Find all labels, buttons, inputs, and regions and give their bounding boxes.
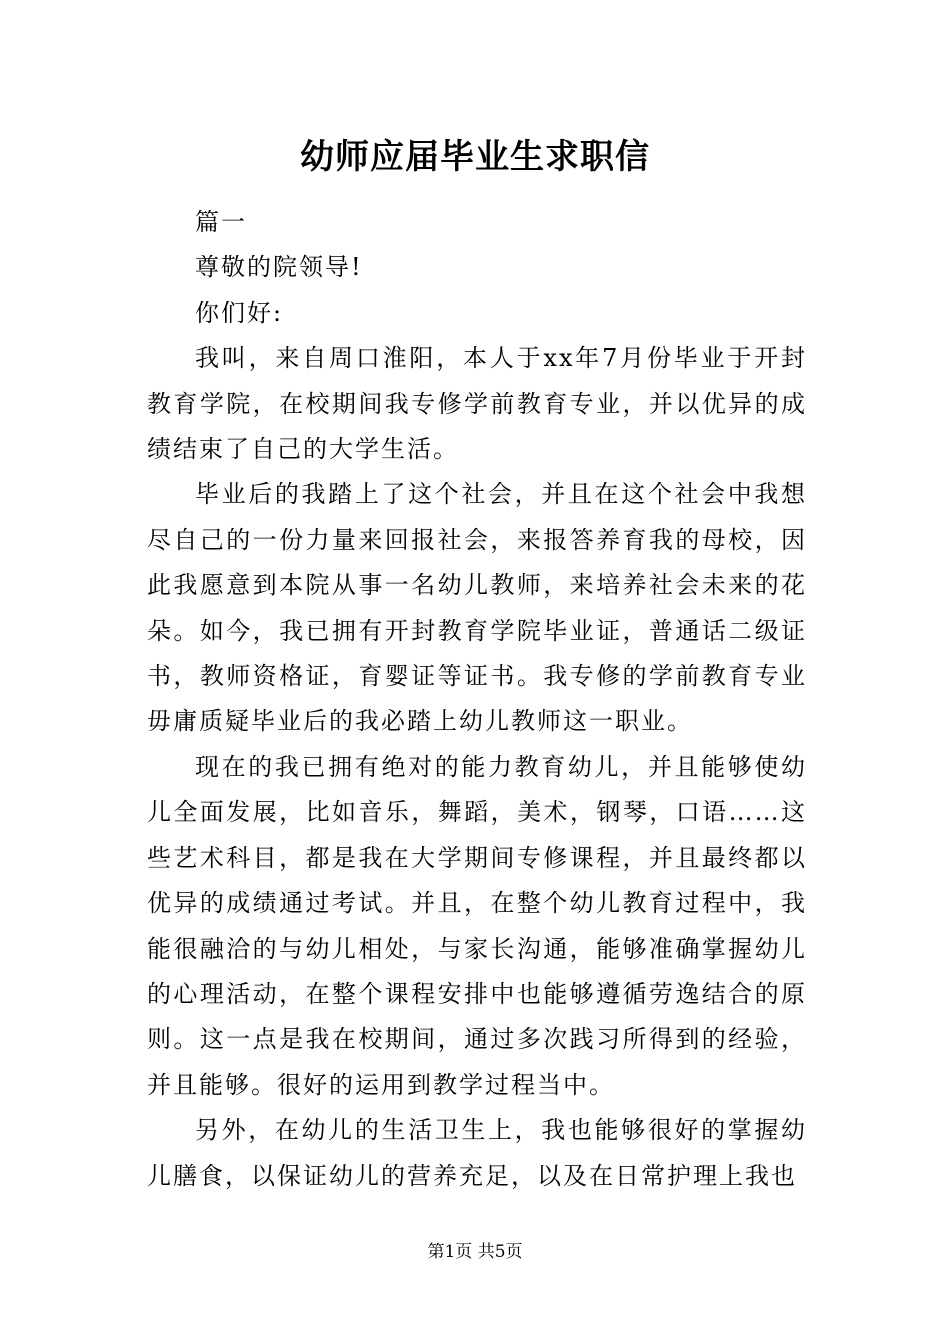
body-paragraph: 另外，在幼儿的生活卫生上，我也能够很好的掌握幼儿膳食，以保证幼儿的营养充足，以及在日常护理上我也 bbox=[147, 1116, 807, 1190]
document-title: 幼师应届毕业生求职信 bbox=[300, 137, 650, 177]
section-heading: 篇一 bbox=[195, 208, 247, 236]
body-paragraph: 现在的我已拥有绝对的能力教育幼儿，并且能够使幼儿全面发展，比如音乐，舞蹈，美术，钢琴，口语……这些艺术科目，都是我在大学期间专修课程，并且最终都以优异的成绩通过考试。并且，在整个幼儿教育过程中，我能很融洽的与幼儿相处，与家长沟通，能够准确掌握幼儿的心理活动，在整个课程安排中也能够遵循劳逸结合的原则。这一点是我在校期间，通过多次践习所得到的经验，并且能够。很好的运用到教学过程当中。 bbox=[147, 752, 807, 1099]
body-paragraph: 毕业后的我踏上了这个社会，并且在这个社会中我想尽自己的一份力量来回报社会，来报答养育我的母校，因此我愿意到本院从事一名幼儿教师，来培养社会未来的花朵。如今，我已拥有开封教育学院毕业证，普通话二级证书，教师资格证，育婴证等证书。我专修的学前教育专业毋庸质疑毕业后的我必踏上幼儿教师这一职业。 bbox=[147, 480, 807, 736]
page-number-footer: 第1页 共5页 bbox=[427, 1242, 523, 1262]
greeting: 你们好: bbox=[195, 298, 284, 327]
body-paragraph: 我叫，来自周口淮阳，本人于xx年7月份毕业于开封教育学院，在校期间我专修学前教育专业，并以优异的成绩结束了自己的大学生活。 bbox=[147, 344, 807, 464]
document-body bbox=[147, 200, 807, 1199]
salutation: 尊敬的院领导! bbox=[195, 253, 363, 282]
